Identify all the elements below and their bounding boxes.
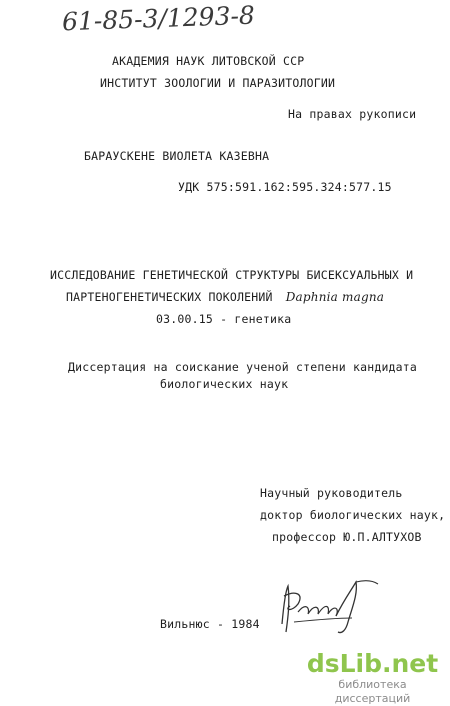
supervisor-name: профессор Ю.П.АЛТУХОВ xyxy=(272,530,422,544)
specialty-code: 03.00.15 - генетика xyxy=(156,312,292,326)
udc-code: УДК 575:591.162:595.324:577.15 xyxy=(178,180,392,194)
title-line-2 xyxy=(66,290,384,304)
author-name: БАРАУСКЕНЕ ВИОЛЕТА КАЗЕВНА xyxy=(84,149,270,163)
academy-name: АКАДЕМИЯ НАУК ЛИТОВСКОЙ ССР xyxy=(112,54,305,68)
title-line-2-text: ПАРТЕНОГЕНЕТИЧЕСКИХ ПОКОЛЕНИЙ xyxy=(66,290,273,304)
signature-image xyxy=(274,572,384,642)
title-line-1: ИССЛЕДОВАНИЕ ГЕНЕТИЧЕСКОЙ СТРУКТУРЫ БИСЕКСУАЛЬНЫХ И xyxy=(50,268,414,282)
species-name: Daphnia magna xyxy=(285,290,385,304)
institute-name: ИНСТИТУТ ЗООЛОГИИ И ПАРАЗИТОЛОГИИ xyxy=(100,76,336,90)
manuscript-note: На правах рукописи xyxy=(288,107,417,121)
watermark-logo: dsLib.net xyxy=(306,649,439,678)
watermark-tagline: библиотека диссертаций xyxy=(334,678,411,705)
degree-line-2: биологических наук xyxy=(160,377,289,391)
degree-line-1: Диссертация на соискание ученой степени кандидата xyxy=(68,360,418,374)
dslib-watermark xyxy=(300,649,445,705)
city-year: Вильнюс - 1984 xyxy=(160,617,260,631)
supervisor-degree: доктор биологических наук, xyxy=(260,508,446,522)
supervisor-role: Научный руководитель xyxy=(260,486,403,500)
archive-code: 61-85-3/1293-8 xyxy=(61,0,256,37)
